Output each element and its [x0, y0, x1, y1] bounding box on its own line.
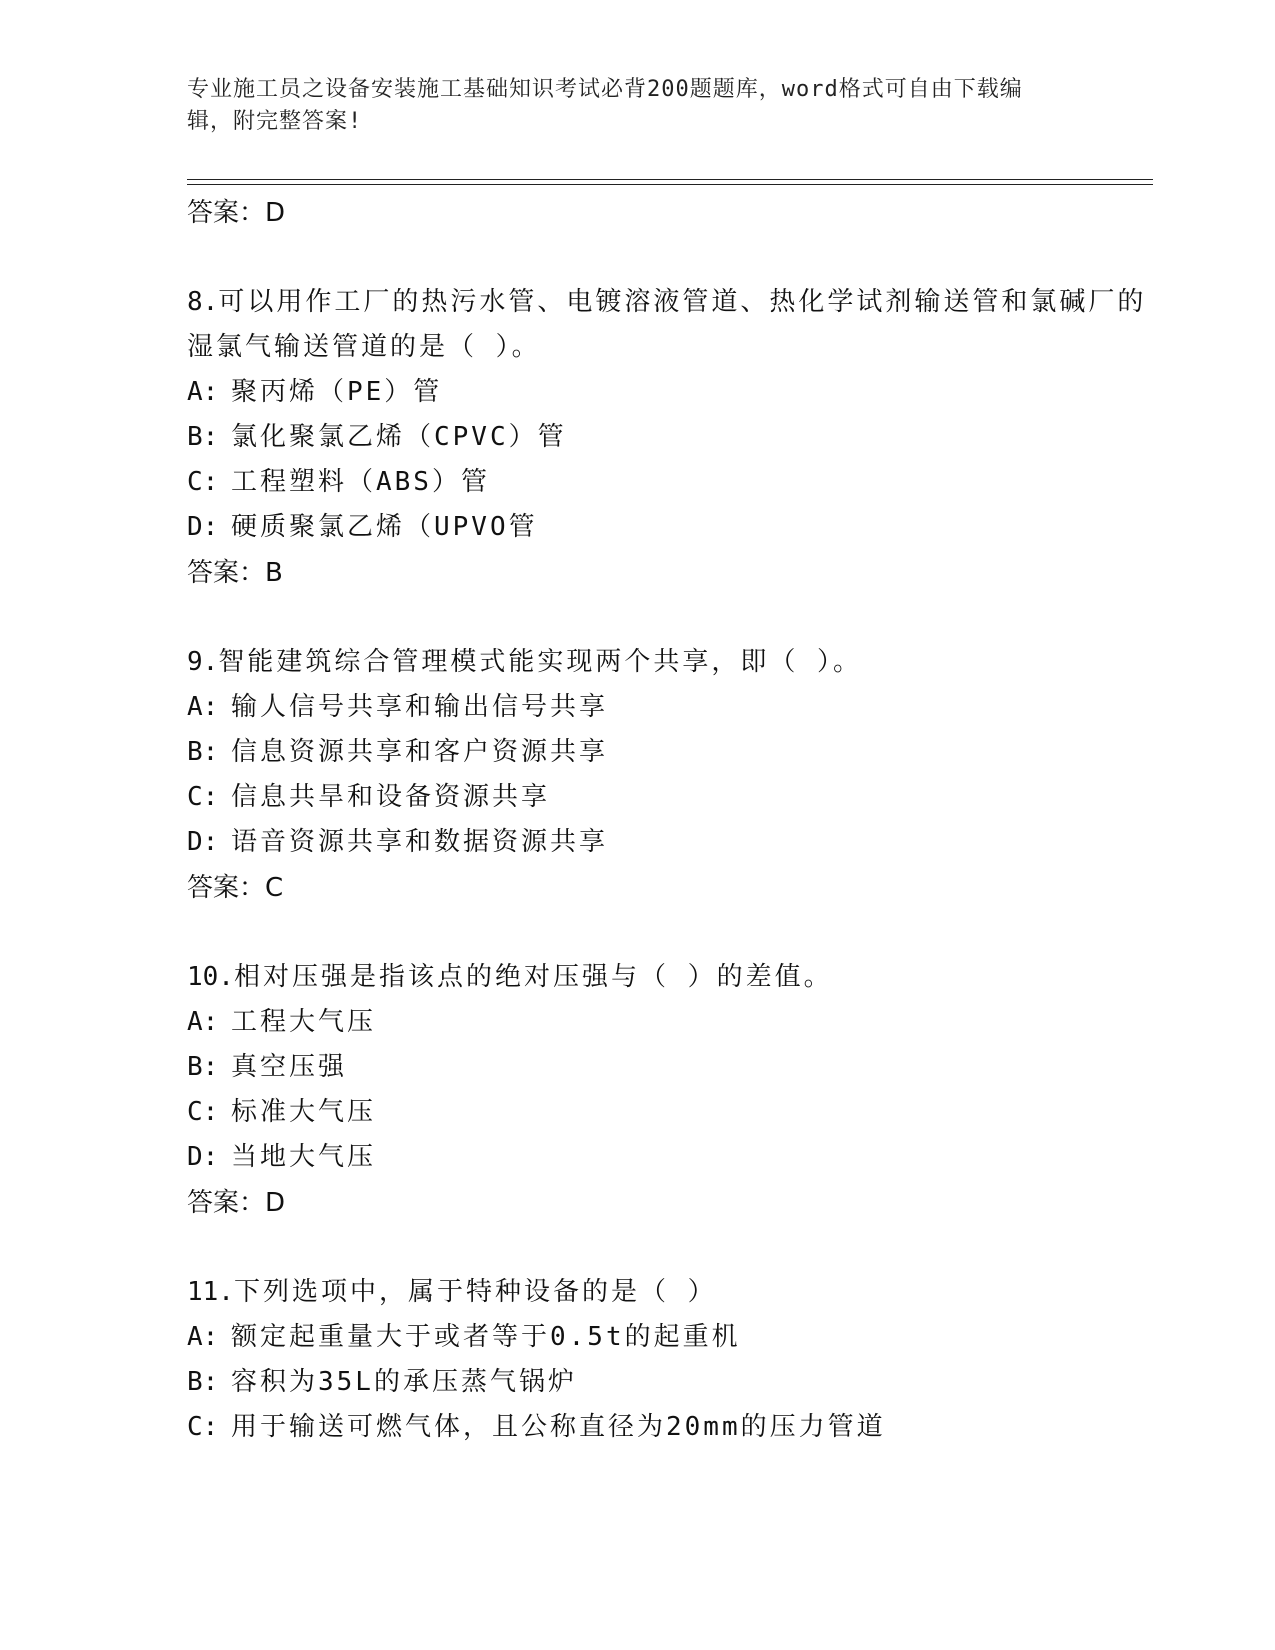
option-item: [187, 1090, 1147, 1135]
option-item: [187, 1405, 1147, 1450]
question-list: [187, 190, 1147, 1450]
answer-line: 答案：C: [187, 873, 284, 903]
question-item: [187, 1270, 1147, 1315]
option-item: [187, 1045, 1147, 1090]
option-letter: B:: [187, 422, 219, 452]
question-number: 10.: [187, 962, 234, 992]
option-item: [187, 1315, 1147, 1360]
option-text: 信息资源共享和客户资源共享: [231, 737, 609, 767]
option-item: [187, 730, 1147, 775]
question-item: [187, 280, 1147, 370]
question-item: [187, 640, 1147, 685]
option-text: 聚丙烯（PE）管: [231, 377, 443, 407]
option-text: 容积为35L的承压蒸气锅炉: [231, 1367, 577, 1397]
question-text: 下列选项中，属于特种设备的是（ ）: [233, 1277, 717, 1307]
option-text: 信息共旱和设备资源共享: [231, 782, 551, 812]
option-item: [187, 685, 1147, 730]
option-letter: D:: [187, 827, 219, 857]
option-letter: B:: [187, 1367, 219, 1397]
option-letter: B:: [187, 1052, 219, 1082]
option-text: 硬质聚氯乙烯（UPVO管: [231, 512, 538, 542]
option-text: 标准大气压: [231, 1097, 377, 1127]
question-number: 11.: [187, 1277, 234, 1307]
header-rule-top: [187, 179, 1153, 180]
answer-line: 答案：B: [187, 558, 283, 588]
option-text: 用于输送可燃气体，且公称直径为20mm的压力管道: [231, 1412, 886, 1442]
option-letter: C:: [187, 1097, 219, 1127]
option-item: [187, 370, 1147, 415]
option-letter: A:: [187, 1007, 219, 1037]
option-letter: D:: [187, 512, 219, 542]
option-text: 真空压强: [231, 1052, 348, 1082]
option-item: [187, 1000, 1147, 1045]
page-header: 专业施工员之设备安装施工基础知识考试必背200题题库，word格式可自由下载编辑，附完整答案!: [187, 77, 1023, 134]
option-letter: B:: [187, 737, 219, 767]
option-letter: A:: [187, 1322, 219, 1352]
question-text: 相对压强是指该点的绝对压强与（ ）的差值。: [233, 962, 833, 992]
option-letter: A:: [187, 377, 219, 407]
option-item: [187, 775, 1147, 820]
header-rule-bottom: [187, 184, 1153, 185]
answer-line: 答案：D: [187, 198, 286, 228]
option-item: [187, 415, 1147, 460]
option-letter: D:: [187, 1142, 219, 1172]
option-letter: C:: [187, 1412, 219, 1442]
question-item: [187, 955, 1147, 1000]
option-text: 额定起重量大于或者等于0.5t的起重机: [231, 1322, 741, 1352]
answer-line: 答案：D: [187, 1188, 286, 1218]
option-letter: C:: [187, 467, 219, 497]
question-text: 可以用作工厂的热污水管、电镀溶液管道、热化学试剂输送管和氯碱厂的湿氯气输送管道的是（ ）。: [187, 287, 1147, 362]
option-text: 氯化聚氯乙烯（CPVC）管: [231, 422, 567, 452]
option-letter: A:: [187, 692, 219, 722]
option-item: [187, 1360, 1147, 1405]
option-text: 输人信号共享和输出信号共享: [231, 692, 609, 722]
option-item: [187, 505, 1147, 550]
option-text: 工程大气压: [231, 1007, 377, 1037]
option-text: 语音资源共享和数据资源共享: [231, 827, 609, 857]
option-text: 工程塑料（ABS）管: [231, 467, 490, 497]
question-number: 9.: [187, 647, 219, 677]
option-letter: C:: [187, 782, 219, 812]
question-text: 智能建筑综合管理模式能实现两个共享，即（ ）。: [218, 647, 862, 677]
option-item: [187, 820, 1147, 865]
option-item: [187, 460, 1147, 505]
option-item: [187, 1135, 1147, 1180]
option-text: 当地大气压: [231, 1142, 377, 1172]
question-number: 8.: [187, 287, 219, 317]
